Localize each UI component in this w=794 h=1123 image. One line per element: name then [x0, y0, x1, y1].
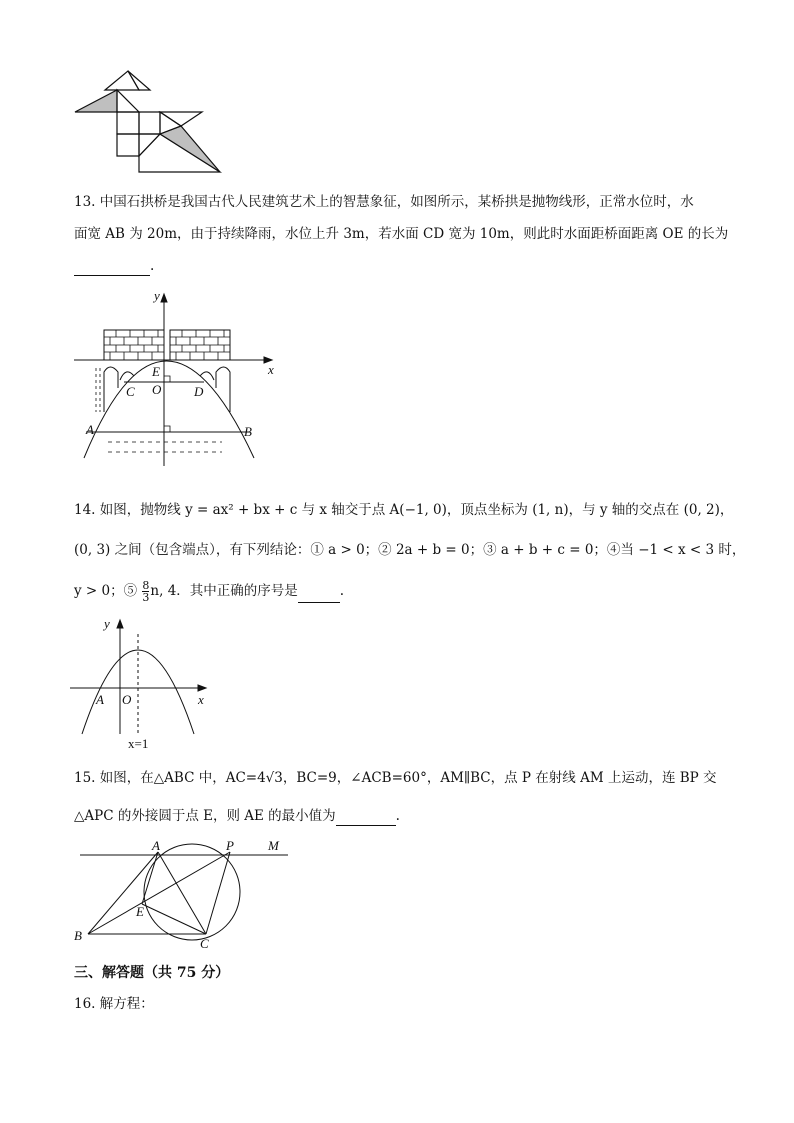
bridge-label-D: D — [194, 384, 204, 399]
q13-text-line1: 中国石拱桥是我国古代人民建筑艺术上的智慧象征，如图所示，某桥拱是抛物线形，正常水位时，水 — [99, 194, 694, 210]
q15-text-line1: 如图，在△ABC 中，AC=4√3，BC=9，∠ACB=60°，AM∥BC，点 P 在射线 AM 上运动，连 BP 交 — [99, 770, 717, 786]
parabola-axis-label: x=1 — [128, 736, 149, 751]
parabola-label-O: O — [122, 692, 132, 707]
q15-number: 15. — [74, 770, 96, 786]
tangram-figure — [70, 68, 230, 178]
q16-line — [74, 994, 154, 1014]
bridge-label-O: O — [152, 382, 162, 397]
q15-line2: △APC 的外接圆于点 E，则 AE 的最小值为 . — [74, 808, 400, 824]
triangle-label-M: M — [268, 838, 279, 853]
bridge-label-C: C — [126, 384, 135, 399]
q16-text: 解方程： — [99, 996, 154, 1012]
parabola-label-y: y — [104, 616, 110, 631]
section3-heading: 三、解答题（共 75 分） — [74, 965, 230, 981]
q14-text-line1: 如图，抛物线 y = ax² + bx + c 与 x 轴交于点 A(−1, 0)，顶点坐标为 (1, n)，与 y 轴的交点在 (0, 2)， — [99, 502, 734, 518]
q14-number: 14. — [74, 502, 96, 518]
q13-number: 13. — [74, 194, 96, 210]
triangle-label-A: A — [152, 838, 160, 853]
q14-line3: y > 0；⑤ $\frac{8}{3}$ n, 4．其中正确的序号是 . — [74, 579, 345, 604]
triangle-label-E: E — [136, 904, 144, 919]
bridge-label-B: B — [244, 424, 252, 439]
q16-number: 16. — [74, 996, 96, 1012]
q13-line2: 面宽 AB 为 20m，由于持续降雨，水位上升 3m，若水面 CD 宽为 10m，则此时水面距桥面距离 OE 的长为 — [74, 226, 729, 242]
parabola-figure — [68, 614, 218, 754]
q15-line1 — [74, 768, 717, 788]
q13-answer-blank[interactable] — [74, 261, 150, 276]
parabola-label-x: x — [198, 692, 204, 707]
q14-fraction: $\frac{8}{3}$ — [142, 579, 150, 604]
bridge-label-x: x — [268, 362, 274, 377]
q14-line1 — [74, 500, 733, 520]
q15-answer-blank[interactable] — [336, 811, 396, 826]
bridge-figure — [72, 288, 282, 466]
q13-line1 — [74, 192, 694, 212]
q14-line2: (0, 3) 之间（包含端点），有下列结论：① a > 0；② 2a + b = 0；③ a + b + c = 0；④当 −1 < x < 3 时， — [74, 542, 746, 558]
triangle-label-B: B — [74, 928, 82, 943]
q14-answer-blank[interactable] — [298, 588, 340, 603]
bridge-label-E: E — [152, 364, 160, 379]
parabola-label-A: A — [96, 692, 104, 707]
triangle-label-P: P — [226, 838, 234, 853]
q13-line3: . — [74, 256, 154, 276]
triangle-circle-figure — [72, 836, 294, 952]
bridge-label-A: A — [86, 422, 94, 437]
bridge-label-y: y — [154, 288, 160, 303]
triangle-label-C: C — [200, 936, 209, 951]
